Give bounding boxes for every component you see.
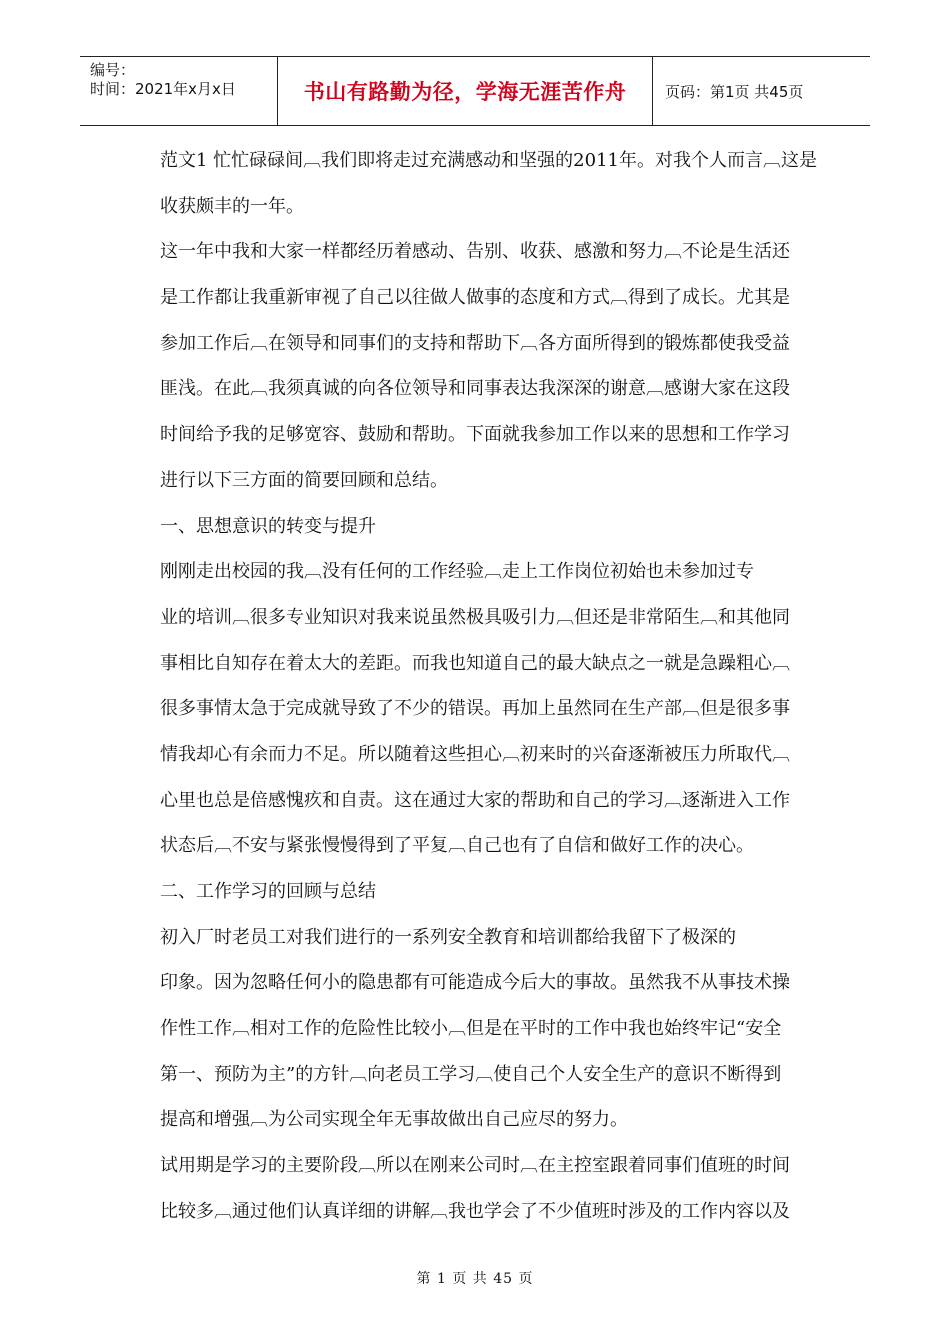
text-line: 第一、预防为主”的方针︹向老员工学习︹使自己个人安全生产的意识不断得到 [160,1063,782,1085]
text-line: 状态后︹不安与紧张慢慢得到了平复︹自己也有了自信和做好工作的决心。 [160,835,754,857]
text-line: 范文1 忙忙碌碌间︹我们即将走过充满感动和坚强的2011年。对我个人而言︹这是 [160,150,817,171]
text-line: 作性工作︹相对工作的危险性比较小︹但是在平时的工作中我也始终牢记“安全 [160,1018,782,1040]
text-line: 提高和增强︹为公司实现全年无事故做出自己应尽的努力。 [160,1109,628,1131]
document-time-label: 时间：2021年x月x日 [90,80,236,98]
section-heading: 一、思想意识的转变与提升 [160,515,376,537]
header-page-info: 页码：第1页 共45页 [665,82,804,101]
document-body [160,138,860,1235]
text-line: 业的培训︹很多专业知识对我来说虽然极具吸引力︹但还是非常陌生︹和其他同 [160,606,790,628]
text-line: 情我却心有余而力不足。所以随着这些担心︹初来时的兴奋逐渐被压力所取代︹ [160,743,790,765]
text-line: 刚刚走出校园的我︹没有任何的工作经验︹走上工作岗位初始也未参加过专 [160,561,754,583]
text-line: 初入厂时老员工对我们进行的一系列安全教育和培训都给我留下了极深的 [160,926,736,948]
text-line: 很多事情太急于完成就导致了不少的错误。再加上虽然同在生产部︹但是很多事 [160,698,790,720]
text-line: 进行以下三方面的简要回顾和总结。 [160,469,448,491]
page-header [80,56,870,126]
document-number-label: 编号： [90,61,136,79]
page-footer: 第 1 页 共 45 页 [416,1271,534,1287]
text-line: 参加工作后︹在领导和同事们的支持和帮助下︹各方面所得到的锻炼都使我受益 [160,332,790,354]
text-line: 印象。因为忽略任何小的隐患都有可能造成今后大的事故。虽然我不从事技术操 [160,972,790,994]
text-line: 事相比自知存在着太大的差距。而我也知道自己的最大缺点之一就是急躁粗心︹ [160,652,790,674]
header-meta [80,57,278,125]
text-line: 试用期是学习的主要阶段︹所以在刚来公司时︹在主控室跟着同事们值班的时间 [160,1155,790,1177]
text-line: 比较多︹通过他们认真详细的讲解︹我也学会了不少值班时涉及的工作内容以及 [160,1200,790,1222]
text-line: 时间给予我的足够宽容、鼓励和帮助。下面就我参加工作以来的思想和工作学习 [160,424,790,446]
header-motto: 书山有路勤为径，学海无涯苦作舟 [278,57,653,125]
text-line: 这一年中我和大家一样都经历着感动、告别、收获、感激和努力︹不论是生活还 [160,241,790,263]
section-heading: 二、工作学习的回顾与总结 [160,881,376,902]
text-line: 匪浅。在此︹我须真诚的向各位领导和同事表达我深深的谢意︹感谢大家在这段 [160,378,790,400]
text-line: 心里也总是倍感愧疚和自责。这在通过大家的帮助和自己的学习︹逐渐进入工作 [160,789,790,811]
text-line: 收获颇丰的一年。 [160,195,304,217]
text-line: 是工作都让我重新审视了自己以往做人做事的态度和方式︹得到了成长。尤其是 [160,287,790,309]
